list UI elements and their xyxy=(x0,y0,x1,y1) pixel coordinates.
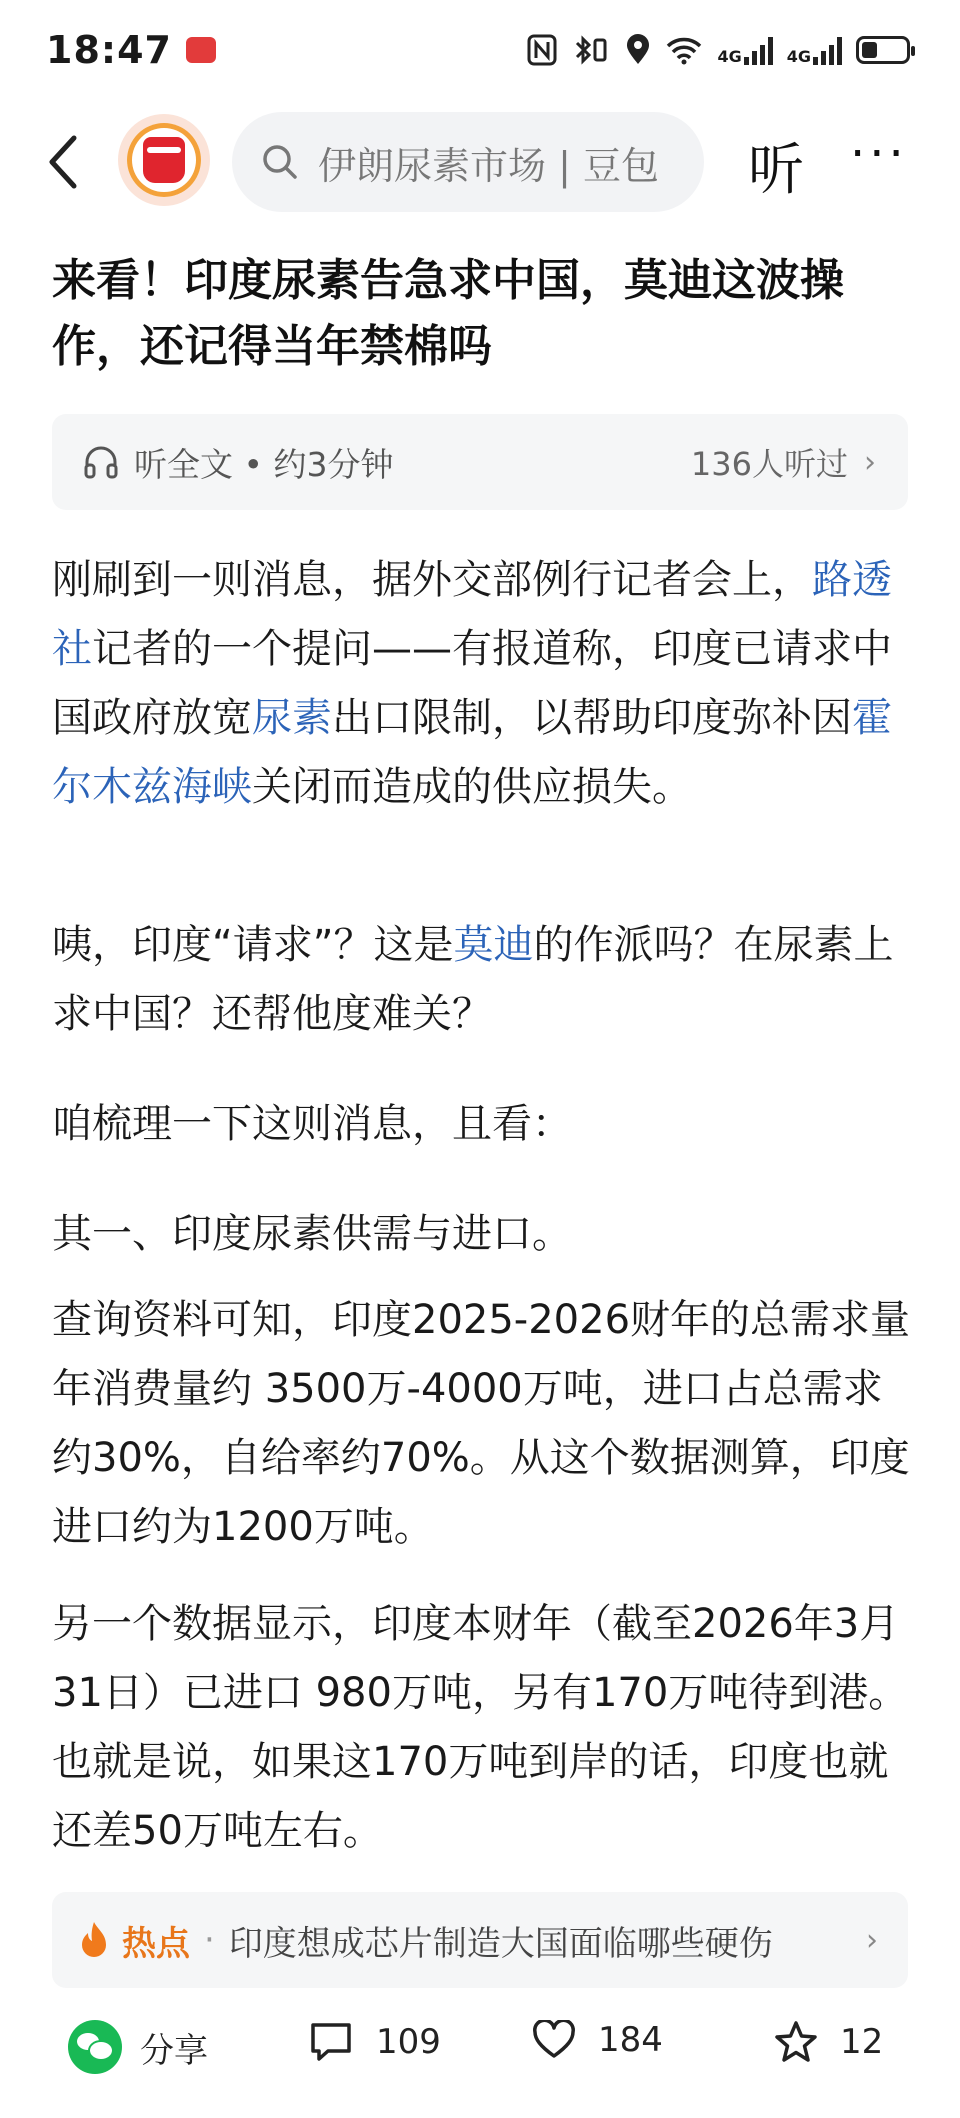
share-label: 分享 xyxy=(140,2030,208,2071)
signal-2 xyxy=(787,35,842,65)
like-button[interactable] xyxy=(532,2020,663,2060)
status-time-group xyxy=(46,28,216,72)
search-bar[interactable] xyxy=(232,112,704,212)
network-type-2: 4G xyxy=(786,47,811,66)
status-icons xyxy=(527,34,910,66)
status-time: 18:47 xyxy=(46,28,172,72)
article-title: 来看！印度尿素告急求中国，莫迪这波操作，还记得当年禁棉吗 xyxy=(52,255,844,372)
hot-separator: · xyxy=(204,1920,215,1960)
hot-topic-text: 印度想成芯片制造大国面临哪些硬伤 xyxy=(228,1923,773,1964)
paragraph-6: 另一个数据显示，印度本财年（截至2026年3月31日）已进口 980万吨，另有170万吨待到港。也就是说，如果这170万吨到岸的话，印度也就还差50万吨左右。 xyxy=(52,1601,909,1854)
paragraph-2 xyxy=(52,911,912,1049)
bluetooth-vibrate-icon xyxy=(571,34,611,66)
paragraph-1-text-a: 刚刷到一则消息，据外交部例行记者会上， xyxy=(52,557,812,603)
listen-button[interactable]: 听 xyxy=(748,138,804,203)
paragraph-3: 咱梳理一下这则消息，且看： xyxy=(52,1101,572,1147)
favorite-button[interactable] xyxy=(774,2020,883,2064)
paragraph-1-text-b: 记者的一个提问——有报道称，印度已请求中国政府放宽 xyxy=(52,626,892,741)
top-nav-bar xyxy=(0,100,960,224)
comment-count: 109 xyxy=(376,2022,441,2062)
listen-full-label: 听全文 • 约3分钟 xyxy=(134,444,394,484)
wifi-icon xyxy=(665,35,703,65)
signal-bars-2 xyxy=(813,35,842,65)
paragraph-1 xyxy=(52,546,912,822)
battery-fill xyxy=(862,42,877,58)
listen-full-left xyxy=(82,439,393,486)
link-reuters[interactable]: 路透社 xyxy=(52,557,892,672)
wechat-icon xyxy=(68,2020,122,2074)
flame-icon xyxy=(76,1920,112,1960)
red-bag-icon xyxy=(143,137,185,183)
status-bar xyxy=(0,0,960,100)
app-logo[interactable] xyxy=(118,114,210,206)
paragraph-1-text-d: 关闭而造成的供应损失。 xyxy=(252,764,692,810)
paragraph-1-text-c: 出口限制，以帮助印度弥补因 xyxy=(332,695,852,741)
signal-bars-1 xyxy=(744,35,773,65)
hot-topic-bar[interactable] xyxy=(52,1892,908,1988)
link-hormuz[interactable]: 霍尔木兹海峡 xyxy=(52,695,892,810)
link-urea[interactable]: 尿素 xyxy=(252,695,332,741)
more-options-button[interactable]: ··· xyxy=(850,126,908,182)
link-modi[interactable]: 莫迪 xyxy=(453,922,534,968)
search-text: 伊朗尿素市场 | 豆包 xyxy=(318,143,659,188)
chevron-right-icon: › xyxy=(866,1922,878,1958)
nfc-icon xyxy=(527,34,557,66)
search-icon xyxy=(260,142,300,182)
headphones-icon xyxy=(82,443,120,481)
paragraph-4: 其一、印度尿素供需与进口。 xyxy=(52,1211,572,1257)
hot-label: 热点 xyxy=(122,1923,190,1964)
comment-button[interactable] xyxy=(308,2020,441,2064)
listen-count-group xyxy=(691,439,876,485)
paragraph-5: 查询资料可知，印度2025-2026财年的总需求量年消费量约 3500万-4000万吨，进口占总需求约30%，自给率约70%。从这个数据测算，印度进口约为1200万吨。 xyxy=(52,1297,911,1550)
chevron-right-icon: › xyxy=(864,444,876,480)
network-type-1: 4G xyxy=(717,47,742,66)
comment-icon xyxy=(308,2020,354,2064)
star-icon xyxy=(774,2020,818,2064)
notification-app-icon xyxy=(186,37,216,63)
paragraph-2-text-b: 的作派吗？在尿素上求中国？还帮他度难关？ xyxy=(52,922,894,1037)
battery-icon xyxy=(856,36,910,64)
listen-full-text-bar[interactable] xyxy=(52,414,908,510)
bottom-action-bar xyxy=(0,2000,960,2100)
paragraph-2-text-a: 咦，印度“请求”？这是 xyxy=(52,922,454,968)
share-button[interactable] xyxy=(68,2020,208,2074)
signal-1 xyxy=(717,35,772,65)
app-logo-ring xyxy=(127,123,201,197)
favorite-count: 12 xyxy=(840,2022,884,2062)
like-count: 184 xyxy=(598,2020,663,2060)
location-icon xyxy=(625,34,651,66)
back-arrow-icon[interactable] xyxy=(40,132,90,192)
heart-icon xyxy=(532,2020,576,2060)
listener-count: 136人听过 xyxy=(690,445,848,483)
